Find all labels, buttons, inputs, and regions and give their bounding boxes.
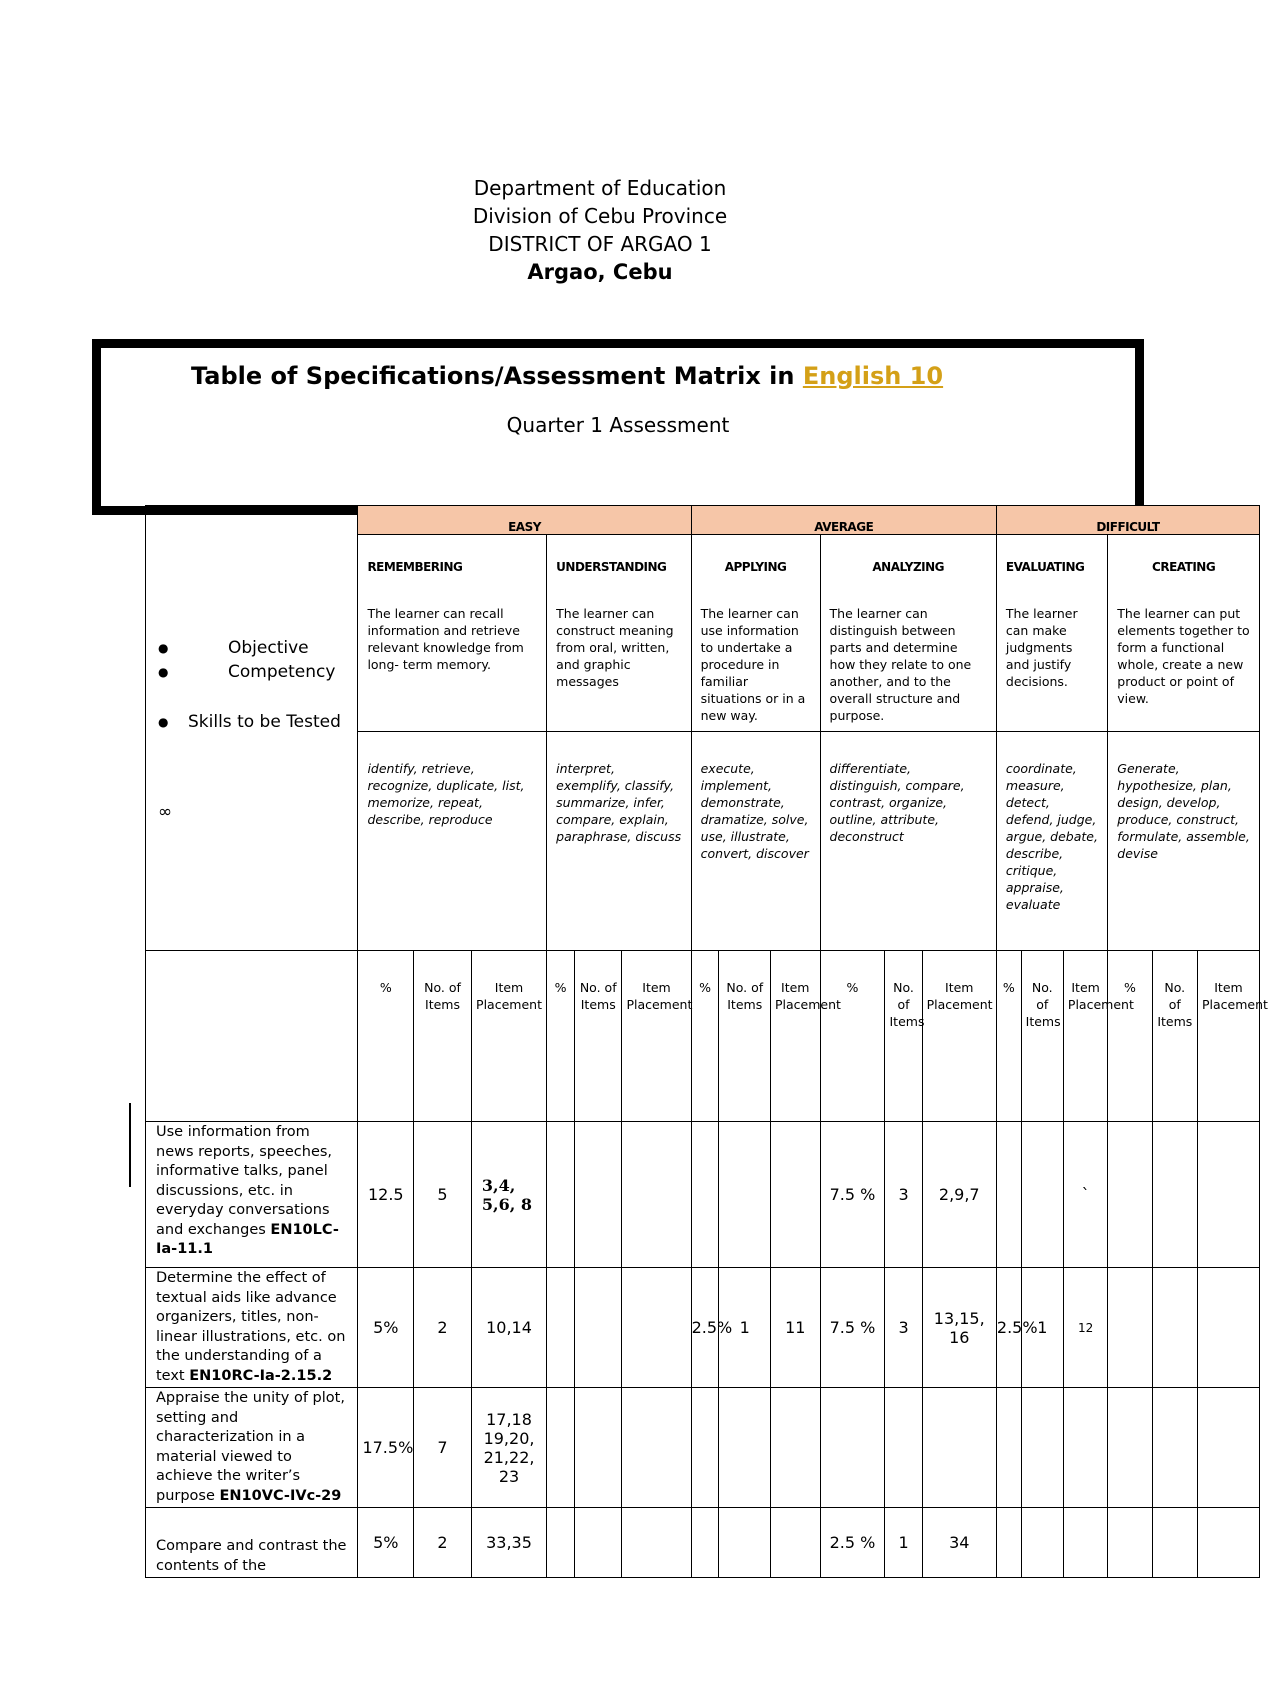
district-name: DISTRICT OF ARGAO 1 — [488, 232, 712, 256]
cell — [622, 1122, 691, 1268]
document-title — [191, 362, 943, 390]
objective-desc: Compare and contrast the contents of the — [156, 1538, 347, 1574]
skill-evaluating: EVALUATING — [996, 535, 1107, 600]
division-name: Division of Cebu Province — [472, 204, 728, 228]
col-num-items: No. of Items — [414, 951, 472, 1122]
competency-label: Competency — [228, 662, 336, 682]
cell: 12 — [1063, 1268, 1107, 1388]
blank-header-cell — [146, 951, 358, 1122]
cell — [622, 1268, 691, 1388]
department-name: Department of Education — [473, 176, 727, 200]
skills-item — [158, 712, 353, 732]
cell — [1152, 1508, 1197, 1578]
cell: 5 — [414, 1122, 472, 1268]
objective-item — [158, 638, 353, 658]
title-text: Table of Specifications/Assessment Matrix in — [191, 362, 803, 390]
cell — [820, 1388, 885, 1508]
col-percent: % — [820, 951, 885, 1122]
cell — [622, 1388, 691, 1508]
document-subtitle: Quarter 1 Assessment — [506, 413, 730, 437]
level-difficult: DIFFICULT — [996, 506, 1259, 535]
bullet-icon: ● — [158, 641, 169, 655]
skill-creating: CREATING — [1108, 535, 1260, 600]
col-num-items: No. of Items — [885, 951, 922, 1122]
cell: 10,14 — [471, 1268, 546, 1388]
cell — [1197, 1388, 1259, 1508]
cell — [1063, 1508, 1107, 1578]
location-name: Argao, Cebu — [527, 260, 673, 284]
cell — [1197, 1268, 1259, 1388]
competency-code: EN10LC-Ia-11.1 — [156, 1221, 339, 1257]
cell: 2 — [414, 1268, 472, 1388]
cell — [771, 1388, 821, 1508]
table-row — [146, 1508, 1260, 1578]
objective-text — [146, 1388, 358, 1508]
cell: 7 — [414, 1388, 472, 1508]
objective-desc: Determine the effect of textual aids like advance organizers, titles, non-linear illustrations, etc. on the understanding of a text — [156, 1270, 346, 1384]
col-item-placement: Item Placement — [1063, 951, 1107, 1122]
cell — [719, 1388, 771, 1508]
cell — [575, 1268, 622, 1388]
cell — [691, 1122, 719, 1268]
spec-table-wrapper — [145, 505, 1268, 1574]
cell: 11 — [771, 1268, 821, 1388]
verbs-analyzing: differentiate, distinguish, compare, contrast, organize, outline, attribute, deconstruct — [820, 732, 996, 951]
cell — [1108, 1388, 1152, 1508]
cell — [691, 1388, 719, 1508]
infinity-symbol: ∞ — [158, 802, 173, 822]
cell: 2.5% — [691, 1268, 719, 1388]
cell — [1108, 1508, 1152, 1578]
cell — [1108, 1268, 1152, 1388]
cell — [1197, 1122, 1259, 1268]
verbs-applying: execute, implement, demonstrate, dramatize, solve, use, illustrate, convert, discover — [691, 732, 820, 951]
cell — [575, 1122, 622, 1268]
col-percent: % — [691, 951, 719, 1122]
table-row — [146, 1122, 1260, 1268]
col-num-items: No. of Items — [1152, 951, 1197, 1122]
objective-text — [146, 1122, 358, 1268]
skill-analyzing: ANALYZING — [820, 535, 996, 600]
cell — [996, 1388, 1021, 1508]
col-percent: % — [996, 951, 1021, 1122]
cell — [547, 1122, 575, 1268]
cell: 3 — [885, 1122, 922, 1268]
verbs-understanding: interpret, exemplify, classify, summarize, infer, compare, explain, paraphrase, discuss — [547, 732, 691, 951]
cell: 1 — [1021, 1268, 1063, 1388]
desc-applying: The learner can use information to undertake a procedure in familiar situations or in a new way. — [691, 599, 820, 732]
table-row — [146, 1388, 1260, 1508]
subject-link[interactable]: English 10 — [802, 362, 944, 390]
cell — [719, 1122, 771, 1268]
col-percent: % — [547, 951, 575, 1122]
objective-header-cell — [146, 506, 358, 951]
objective-text — [146, 1508, 358, 1578]
col-num-items: No. of Items — [719, 951, 771, 1122]
objective-label: Objective — [228, 638, 309, 658]
margin-line — [129, 1103, 131, 1187]
cell: 3,4, 5,6, 8 — [471, 1122, 546, 1268]
letterhead — [0, 174, 1200, 286]
cell — [885, 1388, 922, 1508]
cell: 33,35 — [471, 1508, 546, 1578]
verbs-remembering: identify, retrieve, recognize, duplicate, list, memorize, repeat, describe, reproduce — [358, 732, 547, 951]
cell — [1063, 1388, 1107, 1508]
cell — [547, 1388, 575, 1508]
cell: 2,9,7 — [922, 1122, 996, 1268]
objective-text — [146, 1268, 358, 1388]
col-item-placement: Item Placement — [771, 951, 821, 1122]
cell: 7.5 % — [820, 1268, 885, 1388]
cell — [1152, 1122, 1197, 1268]
cell — [771, 1508, 821, 1578]
col-item-placement: Item Placement — [1197, 951, 1259, 1122]
skill-applying: APPLYING — [691, 535, 820, 600]
cell — [1021, 1122, 1063, 1268]
cell — [1021, 1388, 1063, 1508]
col-percent: % — [1108, 951, 1152, 1122]
col-percent: % — [358, 951, 414, 1122]
cell: 13,15, 16 — [922, 1268, 996, 1388]
cell — [922, 1388, 996, 1508]
cell — [622, 1508, 691, 1578]
cell: ` — [1063, 1122, 1107, 1268]
cell — [719, 1508, 771, 1578]
cell: 2.5% — [996, 1268, 1021, 1388]
desc-understanding: The learner can construct meaning from oral, written, and graphic messages — [547, 599, 691, 732]
col-num-items: No. of Items — [575, 951, 622, 1122]
cell: 1 — [885, 1508, 922, 1578]
cell: 5% — [358, 1268, 414, 1388]
cell — [1197, 1508, 1259, 1578]
bullet-icon: ● — [158, 715, 169, 729]
competency-code: EN10VC-IVc-29 — [219, 1487, 342, 1504]
bullet-icon: ● — [158, 665, 169, 679]
col-item-placement: Item Placement — [471, 951, 546, 1122]
desc-evaluating: The learner can make judgments and justify decisions. — [996, 599, 1107, 732]
col-item-placement: Item Placement — [922, 951, 996, 1122]
verbs-evaluating: coordinate, measure, detect, defend, judge, argue, debate, describe, critique, appraise, evaluate — [996, 732, 1107, 951]
cell — [1021, 1508, 1063, 1578]
cell — [691, 1508, 719, 1578]
col-num-items: No. of Items — [1021, 951, 1063, 1122]
cell — [547, 1268, 575, 1388]
objective-desc: Appraise the unity of plot, setting and characterization in a material viewed to achieve the writer’s purpose — [156, 1390, 345, 1504]
desc-remembering: The learner can recall information and retrieve relevant knowledge from long- term memory. — [358, 599, 547, 732]
table-row — [146, 1268, 1260, 1388]
cell: 17.5% — [358, 1388, 414, 1508]
col-item-placement: Item Placement — [622, 951, 691, 1122]
title-box — [92, 339, 1144, 515]
column-header-row — [146, 951, 1260, 1122]
cell — [575, 1388, 622, 1508]
desc-analyzing: The learner can distinguish between parts and determine how they relate to one another, and to the overall structure and purpose. — [820, 599, 996, 732]
cell — [996, 1508, 1021, 1578]
cell — [771, 1122, 821, 1268]
skills-label: Skills to be Tested — [188, 712, 341, 732]
cell — [547, 1508, 575, 1578]
cell: 2 — [414, 1508, 472, 1578]
desc-creating: The learner can put elements together to form a functional whole, create a new product or point of view. — [1108, 599, 1260, 732]
level-easy: EASY — [358, 506, 691, 535]
cell: 12.5 — [358, 1122, 414, 1268]
cell — [1152, 1268, 1197, 1388]
cell: 1 — [719, 1268, 771, 1388]
cell: 5% — [358, 1508, 414, 1578]
level-average: AVERAGE — [691, 506, 996, 535]
cell: 3 — [885, 1268, 922, 1388]
objective-desc: Use information from news reports, speeches, informative talks, panel discussions, etc. in everyday conversations and exchanges — [156, 1124, 333, 1238]
skill-remembering: REMEMBERING — [358, 535, 547, 600]
competency-item — [158, 662, 353, 682]
cell — [1152, 1388, 1197, 1508]
cell: 2.5 % — [820, 1508, 885, 1578]
verbs-creating: Generate, hypothesize, plan, design, develop, produce, construct, formulate, assemble, devise — [1108, 732, 1260, 951]
cell: 7.5 % — [820, 1122, 885, 1268]
cell — [575, 1508, 622, 1578]
specification-table — [145, 505, 1268, 1578]
skill-understanding: UNDERSTANDING — [547, 535, 691, 600]
cell — [1108, 1122, 1152, 1268]
cell: 34 — [922, 1508, 996, 1578]
competency-code: EN10RC-Ia-2.15.2 — [189, 1367, 333, 1384]
cell: 17,18 19,20, 21,22, 23 — [471, 1388, 546, 1508]
cell — [996, 1122, 1021, 1268]
